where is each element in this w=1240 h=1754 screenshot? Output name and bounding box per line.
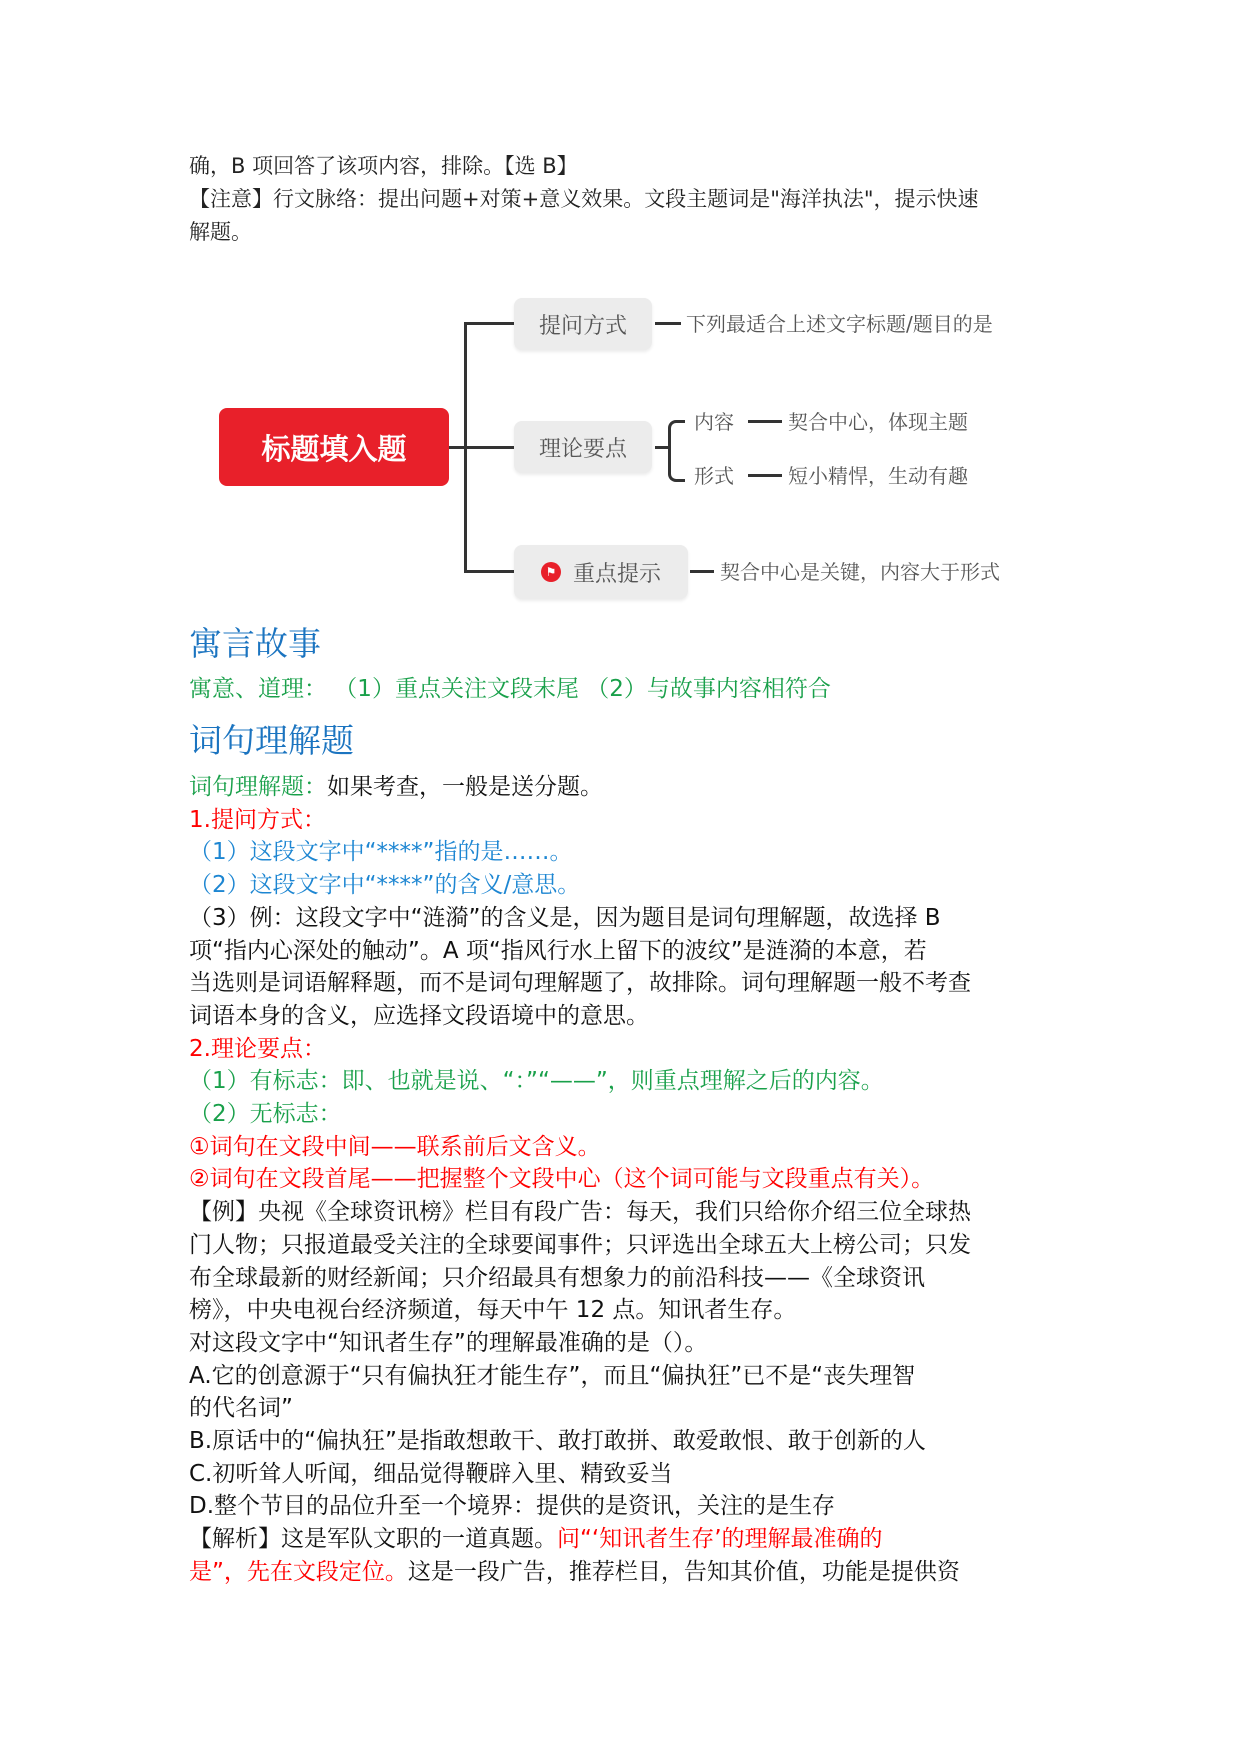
- intro-line: 确，B 项回答了该项内容，排除。【选 B】: [189, 154, 578, 178]
- mindmap-root: 标题填入题: [219, 408, 449, 486]
- intro-line: 解题。: [189, 220, 252, 244]
- option-a: A.它的创意源于“只有偏执狂才能生存”，而且“偏执狂”已不是“丧失理智: [189, 1362, 916, 1389]
- list-item: （1）有标志：即、也就是说、“：”“——”，则重点理解之后的内容。: [189, 1068, 884, 1095]
- section-heading-word: 词句理解题: [189, 721, 354, 760]
- option-c: C.初听耸人听闻，细品觉得鞭辟入里、精致妥当: [189, 1460, 673, 1487]
- section-heading-fable: 寓言故事: [189, 624, 321, 663]
- branch-question-method: 提问方式: [514, 298, 652, 350]
- sub-branch-form: 形式: [694, 464, 734, 488]
- branch-detail: 下列最适合上述文字标题/题目的是: [686, 312, 993, 336]
- list-item: （2）这段文字中“****”的含义/意思。: [189, 872, 581, 899]
- fable-line: 寓意、道理： （1）重点关注文段末尾 （2）与故事内容相符合: [189, 676, 831, 702]
- option-a: 的代名词”: [189, 1395, 293, 1422]
- list-item: （1）这段文字中“****”指的是……。: [189, 839, 573, 866]
- list-item: （2）无标志：: [189, 1101, 342, 1127]
- analysis-line: 【解析】这是军队文职的一道真题。问“‘知讯者生存’的理解最准确的: [189, 1526, 883, 1553]
- list-item: ①词句在文段中间——联系前后文含义。: [189, 1133, 601, 1160]
- branch-key-tips: ⚑ 重点提示: [514, 545, 688, 599]
- list-item: ②词句在文段首尾——把握整个文段中心（这个词可能与文段重点有关）。: [189, 1166, 935, 1193]
- example-line: 当选则是词语解释题，而不是词句理解题了，故排除。词句理解题一般不考查: [189, 970, 971, 997]
- example-line: 词语本身的含义，应选择文段语境中的意思。: [189, 1002, 649, 1029]
- branch-detail: 契合中心，体现主题: [788, 410, 968, 434]
- sub-branch-content: 内容: [694, 410, 734, 434]
- option-d: D.整个节目的品位升至一个境界：提供的是资讯，关注的是生存: [189, 1493, 836, 1520]
- example-line: 布全球最新的财经新闻；只介绍最具有想象力的前沿科技——《全球资讯: [189, 1264, 925, 1291]
- option-b: B.原话中的“偏执狂”是指敢想敢干、敢打敢拼、敢爱敢恨、敢于创新的人: [189, 1428, 926, 1454]
- analysis-line: 是”，先在文段定位。这是一段广告，推荐栏目，告知其价值，功能是提供资: [189, 1558, 960, 1585]
- question-line: 对这段文字中“知讯者生存”的理解最准确的是（）。: [189, 1329, 708, 1356]
- example-line: 榜》，中央电视台经济频道，每天中午 12 点。知讯者生存。: [189, 1297, 797, 1324]
- branch-detail: 短小精悍，生动有趣: [788, 464, 968, 488]
- branch-theory-points: 理论要点: [514, 421, 652, 473]
- branch-detail: 契合中心是关键，内容大于形式: [720, 560, 1000, 584]
- word-intro: 词句理解题：如果考查，一般是送分题。: [189, 774, 603, 800]
- intro-line: 【注意】行文脉络：提出问题+对策+意义效果。文段主题词是"海洋执法"，提示快速: [189, 187, 979, 211]
- example-line: 门人物；只报道最受关注的全球要闻事件；只评选出全球五大上榜公司；只发: [189, 1231, 971, 1258]
- example-line: （3）例：这段文字中“涟漪”的含义是，因为题目是词句理解题，故选择 B: [189, 904, 941, 931]
- subsection-title: 2.理论要点：: [189, 1035, 326, 1062]
- flag-icon: ⚑: [541, 562, 561, 582]
- subsection-title: 1.提问方式：: [189, 806, 326, 833]
- example-line: 【例】央视《全球资讯榜》栏目有段广告：每天，我们只给你介绍三位全球热: [189, 1199, 971, 1226]
- example-line: 项“指内心深处的触动”。A 项“指风行水上留下的波纹”是涟漪的本意，若: [189, 937, 927, 964]
